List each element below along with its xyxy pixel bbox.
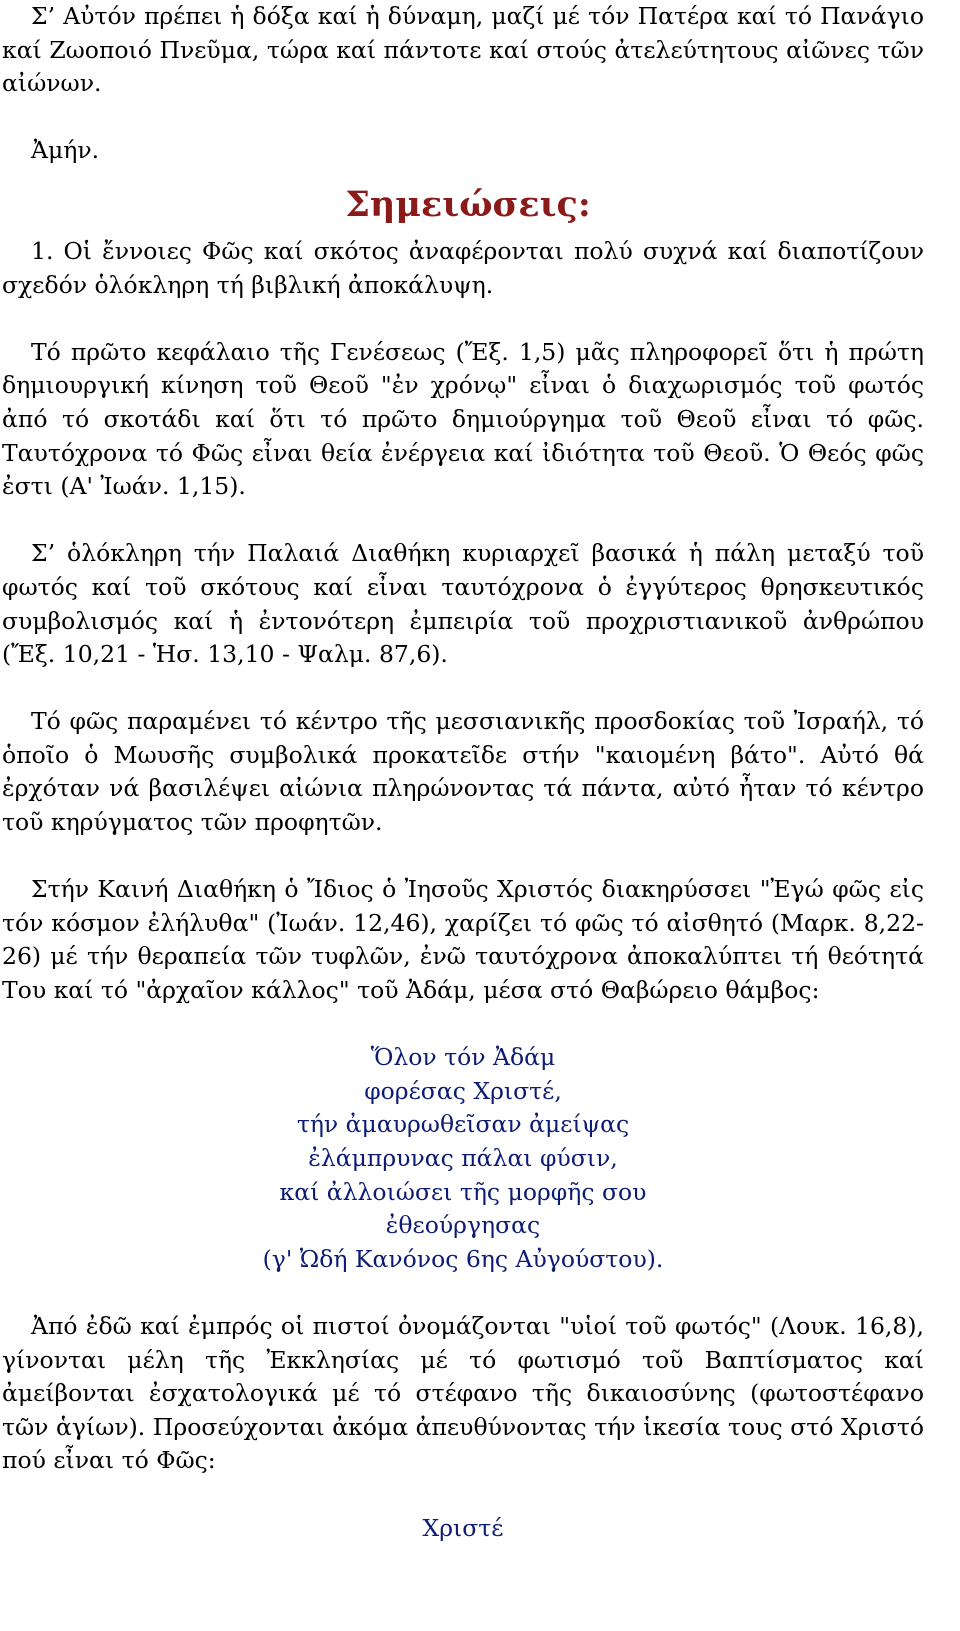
closing-paragraph: Ἀπό ἐδῶ καί ἐμπρός οἱ πιστοί ὀνομάζονται "υἱοί τοῦ φωτός" (Λουκ. 16,8), γίνονται μέλη τῆς Ἐκκλησίας μέ τό φωτισμό τοῦ Βαπτίσματος καί ἀμείβονται ἐσχατολογικά μέ τό στέφανο τῆς δικαιοσύνης (φωτοστέφανο τῶν ἁγίων). Προσεύχονται ἀκόμα ἀπευθύνοντας τήν ἱκεσία τους στό Χριστό πού εἶναι τό Φῶς:	[2, 1311, 924, 1475]
final-hymn-line: Χριστέ	[422, 1513, 504, 1542]
hymn-line: τήν ἀμαυρωθεῖσαν ἀμείψας	[296, 1110, 630, 1139]
spacer	[2, 504, 924, 538]
spacer	[2, 1008, 924, 1042]
hymn-citation: (γ' Ὠδή Κανόνος 6ης Αὐγούστου).	[262, 1244, 664, 1273]
note-paragraph-4: Τό φῶς παραμένει τό κέντρο τῆς μεσσιανικῆς προσδοκίας τοῦ Ἰσραήλ, τό ὁποῖο ὁ Μωυσῆς συμβολικά προκατεῖδε στήν "καιομένη βάτο". Αὐτό θά ἐρχόταν νά βασιλέψει αἰώνια πληρώνοντας τά πάντα, αὐτό ἦταν τό κέντρο τοῦ κηρύγματος τῶν προφητῶν.	[2, 707, 924, 837]
hymn-block	[2, 1041, 924, 1276]
notes-heading: Σημειώσεις:	[345, 183, 591, 225]
hymn-line: ἐλάμπρυνας πάλαι φύσιν,	[308, 1144, 618, 1172]
spacer	[2, 672, 924, 706]
note-paragraph-3: Σ’ ὁλόκληρη τήν Παλαιά Διαθήκη κυριαρχεῖ βασικά ἡ πάλη μεταξύ τοῦ φωτός καί τοῦ σκότους καί εἶναι ταυτόχρονα ὁ ἐγγύτερος θρησκευτικός συμβολισμός καί ἡ ἐντονότερη ἐμπειρία τοῦ προχριστιανικοῦ ἀνθρώπου (Ἔξ. 10,21 - Ἡσ. 13,10 - Ψαλμ. 87,6).	[2, 539, 924, 669]
hymn-line: καί ἀλλοιώσει τῆς μορφῆς σου	[279, 1177, 647, 1206]
amen-line: Ἀμήν.	[31, 136, 100, 165]
spacer	[2, 101, 924, 135]
note-paragraph-1: 1. Οἱ ἔννοιες Φῶς καί σκότος ἀναφέρονται πολύ συχνά καί διαποτίζουν σχεδόν ὁλόκληρη τή βιβλική ἀποκάλυψη.	[2, 236, 924, 299]
spacer	[2, 1276, 924, 1310]
note-paragraph-2: Τό πρῶτο κεφάλαιο τῆς Γενέσεως (Ἔξ. 1,5) μᾶς πληροφορεῖ ὅτι ἡ πρώτη δημιουργική κίνηση τοῦ Θεοῦ "ἐν χρόνῳ" εἶναι ὁ διαχωρισμός τοῦ φωτός ἀπό τό σκοτάδι καί ὅτι τό πρῶτο δημιούργημα τοῦ Θεοῦ εἶναι τό φῶς. Ταυτόχρονα τό Φῶς εἶναι θεία ἐνέργεια καί ἰδιότητα τοῦ Θεοῦ. Ὁ Θεός φῶς ἐστι (Α' Ἰωάν. 1,15).	[2, 337, 924, 501]
spacer	[2, 840, 924, 874]
spacer	[2, 302, 924, 336]
hymn-line: φορέσας Χριστέ,	[364, 1076, 562, 1105]
doxology-paragraph: Σ’ Αὐτόν πρέπει ἡ δόξα καί ἡ δύναμη, μαζί μέ τόν Πατέρα καί τό Πανάγιο καί Ζωοποιό Πνεῦμα, τώρα καί πάντοτε καί στούς ἀτελεύτητους αἰῶνες τῶν αἰώνων.	[2, 2, 924, 98]
spacer	[2, 1478, 924, 1512]
hymn-line: ἐθεούργησας	[385, 1211, 541, 1240]
note-paragraph-5: Στήν Καινή Διαθήκη ὁ Ἴδιος ὁ Ἰησοῦς Χριστός διακηρύσσει "Ἐγώ φῶς εἰς τόν κόσμον ἐλήλυθα" (Ἰωάν. 12,46), χαρίζει τό φῶς τό αἰσθητό (Μαρκ. 8,22-26) μέ τήν θεραπεία τῶν τυφλῶν, ἐνῶ ταυτόχρονα ἀποκαλύπτει τή θεότητά Του καί τό "ἀρχαῖον κάλλος" τοῦ Ἀδάμ, μέσα στό Θαβώρειο θάμβος:	[2, 875, 924, 1005]
hymn-line: Ὅλον τόν Ἀδάμ	[370, 1043, 556, 1072]
